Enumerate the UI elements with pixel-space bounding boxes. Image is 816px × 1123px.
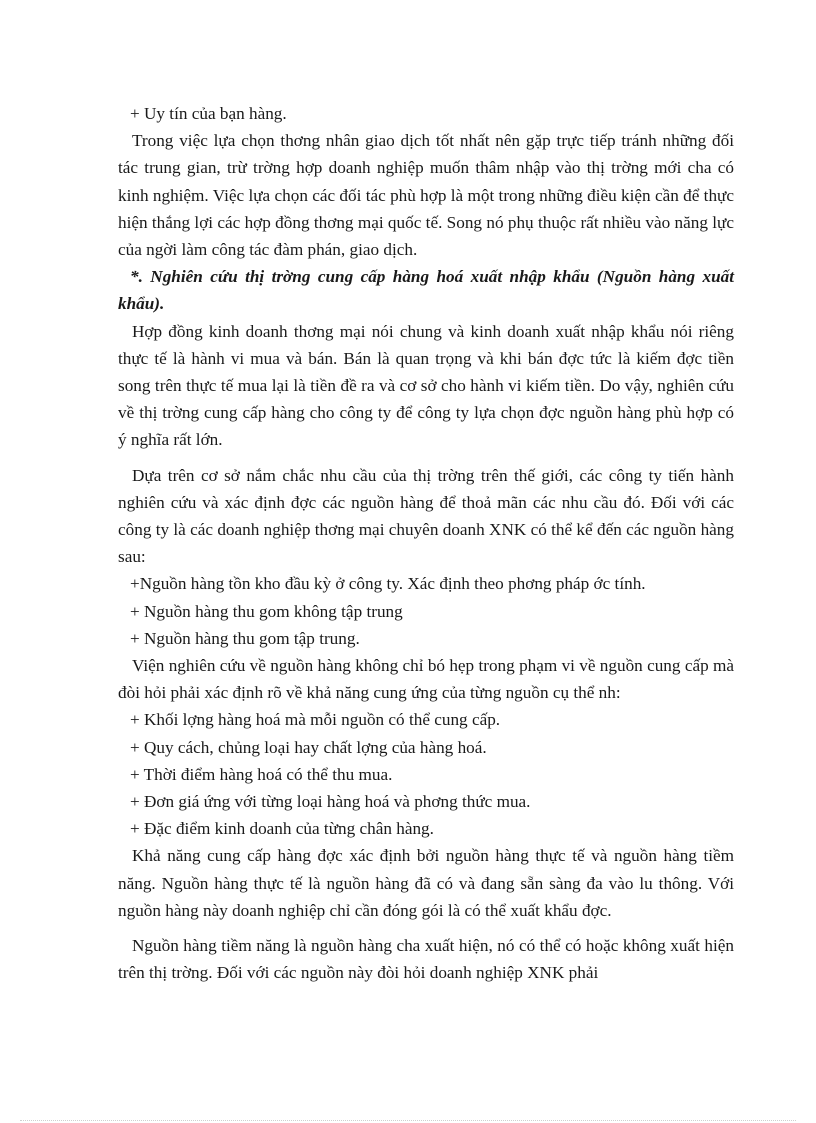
supply-capacity-paragraph: Khả năng cung cấp hàng đợc xác định bởi nguồn hàng thực tế và nguồn hàng tiềm năng. Nguồn hàng thực tế là nguồn hàng đã có và đang sẵn sàng đa vào lu thông. Với nguồn hàng này doanh nghiệp chỉ cần đóng gói là có thể xuất khẩu đợc.	[118, 846, 734, 920]
source-list-item: + Nguồn hàng thu gom tập trung.	[130, 628, 360, 648]
potential-source-paragraph: Nguồn hàng tiềm năng là nguồn hàng cha xuất hiện, nó có thể có hoặc không xuất hiện trên thị trờng. Đối với các nguồn này đòi hỏi doanh nghiệp XNK phải	[118, 936, 734, 983]
capability-list-item: + Quy cách, chủng loại hay chất lợng của hàng hoá.	[130, 737, 487, 757]
contract-paragraph: Hợp đồng kinh doanh thơng mại nói chung và kinh doanh xuất nhập khẩu nói riêng thực tế là hành vi mua và bán. Bán là quan trọng và khi bán đợc tức là kiếm đợc tiền song trên thực tế mua lại là tiền đề ra và cơ sở cho hành vi kiếm tiền. Do vậy, nghiên cứu về thị trờng cung cấp hàng cho công ty để công ty lựa chọn đợc nguồn hàng phù hợp có ý nghĩa rất lớn.	[118, 321, 734, 450]
capability-list-item: + Khối lợng hàng hoá mà mỗi nguồn có thể cung cấp.	[130, 710, 501, 730]
section-heading: *. Nghiên cứu thị trờng cung cấp hàng hoá xuất nhập khẩu (Nguồn hàng xuất khẩu).	[118, 267, 734, 314]
research-paragraph: Viện nghiên cứu về nguồn hàng không chỉ bó hẹp trong phạm vi về nguồn cung cấp mà đòi hỏi phải xác định rõ về khả năng cung ứng của từng nguồn cụ thể nh:	[118, 656, 734, 703]
page-bottom-divider	[20, 1120, 796, 1121]
capability-list-item: + Đặc điểm kinh doanh của từng chân hàng.	[130, 819, 434, 839]
document-page	[118, 100, 734, 987]
source-list-item: + Nguồn hàng thu gom không tập trung	[130, 601, 403, 621]
capability-list-item: + Đơn giá ứng với từng loại hàng hoá và phơng thức mua.	[130, 792, 531, 812]
partner-selection-paragraph: Trong việc lựa chọn thơng nhân giao dịch tốt nhất nên gặp trực tiếp tránh những đối tác trung gian, trừ trờng hợp doanh nghiệp muốn thâm nhập vào thị trờng mới cha có kinh nghiệm. Việc lựa chọn các đối tác phù hợp là một trong những điều kiện cần để thực hiện thắng lợi các hợp đồng thơng mại quốc tế. Song nó phụ thuộc rất nhiều vào năng lực của ngời làm công tác đàm phán, giao dịch.	[118, 131, 734, 260]
intro-criterion-item: + Uy tín của bạn hàng.	[130, 104, 287, 123]
source-list-item: +Nguồn hàng tồn kho đầu kỳ ở công ty. Xác định theo phơng pháp ớc tính.	[130, 574, 646, 594]
market-basis-paragraph: Dựa trên cơ sở nắm chắc nhu cầu của thị trờng trên thế giới, các công ty tiến hành nghiên cứu và xác định đợc các nguồn hàng để thoả mãn các nhu cầu đó. Đối với các công ty là các doanh nghiệp thơng mại chuyên doanh XNK có thể kể đến các nguồn hàng sau:	[118, 465, 734, 567]
capability-list-item: + Thời điểm hàng hoá có thể thu mua.	[130, 764, 393, 784]
